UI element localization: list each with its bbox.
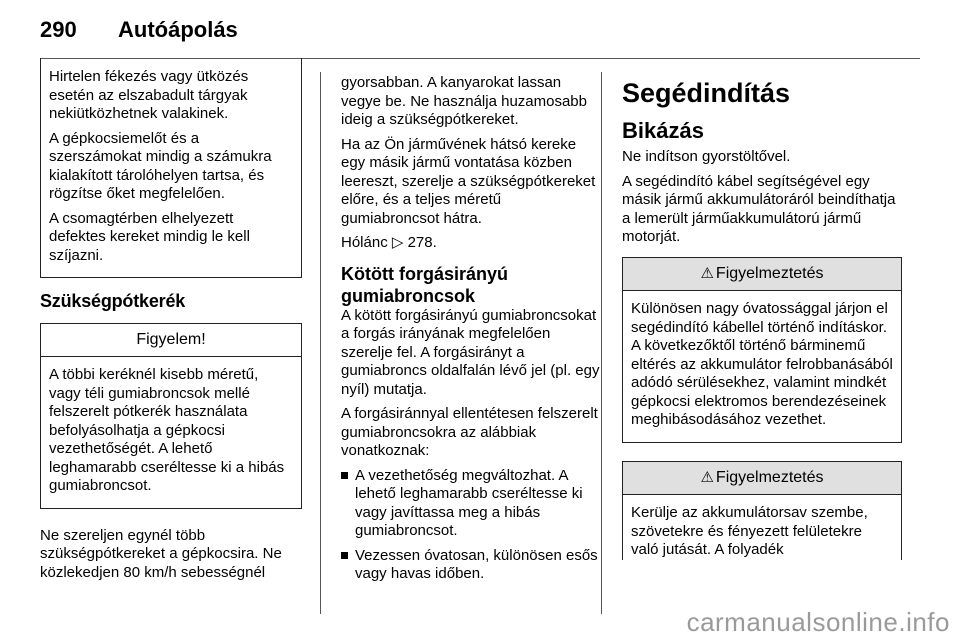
page-header [40, 14, 238, 46]
reference-page: 278. [407, 234, 437, 251]
list-item [341, 467, 603, 541]
warning-icon: ⚠ [700, 264, 714, 282]
heading-line: gumiabroncsok [341, 285, 476, 306]
column-3 [622, 74, 902, 566]
chapter-section-title: Segédindítás [622, 78, 791, 108]
page-ref-icon: ▷ [391, 234, 404, 251]
bullet-icon [341, 552, 348, 559]
section-heading: Szükségpótkerék [40, 291, 186, 311]
continued-notice-box [40, 58, 302, 278]
warning-title [622, 257, 902, 292]
column-1 [40, 68, 302, 588]
cross-reference [341, 234, 603, 253]
notice-text: A többi keréknél kisebb méretű, vagy téli gumiabroncsok mellé felszerelt pótkerék használata befolyásolhatja a gépkocsi vezethetőségét. A lehető leghamarabb cseréltesse ki a hibás gumiabroncsot. [49, 366, 285, 494]
notice-paragraph: A csomagtérben elhelyezett defektes kereket mindig le kell szíjazni. [49, 209, 250, 264]
notice-title: Figyelem! [40, 323, 302, 358]
warning-text: Különösen nagy óvatossággal járjon el segédindító kábellel történő indításkor. A következőktől történő bárminemű eltérés az akkumulátor felrobbanásából adódó sérülésekhez, valamint mindkét gépkocsi elektromos berendezéseinek meghibásodásához vezethet. [631, 300, 893, 428]
list-item [341, 547, 603, 584]
body-paragraph: A forgásiránnyal ellentétesen felszerelt gumiabroncsokra az alábbiak vonatkoznak: [341, 405, 598, 459]
warning-body [622, 495, 902, 560]
bullet-list [341, 467, 603, 584]
notice-paragraph: Hirtelen fékezés vagy ütközés esetén az elszabadult tárgyak nekiütközhetnek valakinek. [49, 68, 249, 122]
warning-body [622, 291, 902, 443]
bullet-icon [341, 472, 348, 479]
notice-body [40, 357, 302, 509]
warning-title-text: Figyelmeztetés [715, 264, 824, 282]
list-item-text: A vezethetőség megváltozhat. A lehető leghamarabb cseréltesse ki vagy javíttassa meg a hibás gumiabroncsot. [355, 466, 583, 539]
reference-text: Hólánc [341, 234, 388, 251]
watermark: carmanualsonline.info [686, 607, 950, 637]
chapter-title: Autóápolás [118, 17, 238, 42]
list-item-text: Vezessen óvatosan, különösen esős vagy havas időben. [355, 546, 598, 582]
body-paragraph: Ne indítson gyorstöltővel. [622, 148, 791, 165]
body-paragraph: A segédindító kábel segítségével egy másik jármű akkumulátoráról beindíthatja a lemerült járműakkumulátorú jármű motorját. [622, 172, 896, 245]
warning-icon: ⚠ [700, 468, 714, 486]
body-paragraph: A kötött forgásirányú gumiabroncsokat a forgás irányának megfelelően szerelje fel. A forgásirányt a gumiabroncs oldalfalán lévő jel (pl. egy nyíl) mutatja. [341, 306, 600, 398]
heading-line: Kötött forgásirányú [341, 263, 509, 284]
notice-paragraph: A gépkocsiemelőt és a szerszámokat mindig a számukra kialakított tárolóhelyen tartsa, és rögzítse őket megfelelően. [49, 129, 272, 202]
column-divider [320, 72, 321, 614]
body-paragraph: gyorsabban. A kanyarokat lassan vegye be. Ne használja huzamosabb ideig a szükségpótkereket. [341, 74, 587, 128]
page-number: 290 [40, 17, 77, 42]
column-2 [341, 74, 603, 590]
warning-title-text: Figyelmeztetés [715, 468, 824, 486]
warning-text: Kerülje az akkumulátorsav szembe, szövetekre és fényezett felületekre való jutását. A folyadék [631, 504, 868, 558]
warning-title [622, 461, 902, 496]
section-subtitle: Bikázás [622, 118, 704, 143]
body-paragraph: Ne szereljen egynél több szükségpótkereket a gépkocsira. Ne közlekedjen 80 km/h sebességnél [40, 526, 282, 581]
section-heading [341, 263, 603, 307]
body-paragraph: Ha az Ön járművének hátsó kereke egy másik jármű vontatása közben leereszt, szerelje a szükségpótkereket előre, és a teljes méretű gumiabroncsot hátra. [341, 135, 596, 227]
